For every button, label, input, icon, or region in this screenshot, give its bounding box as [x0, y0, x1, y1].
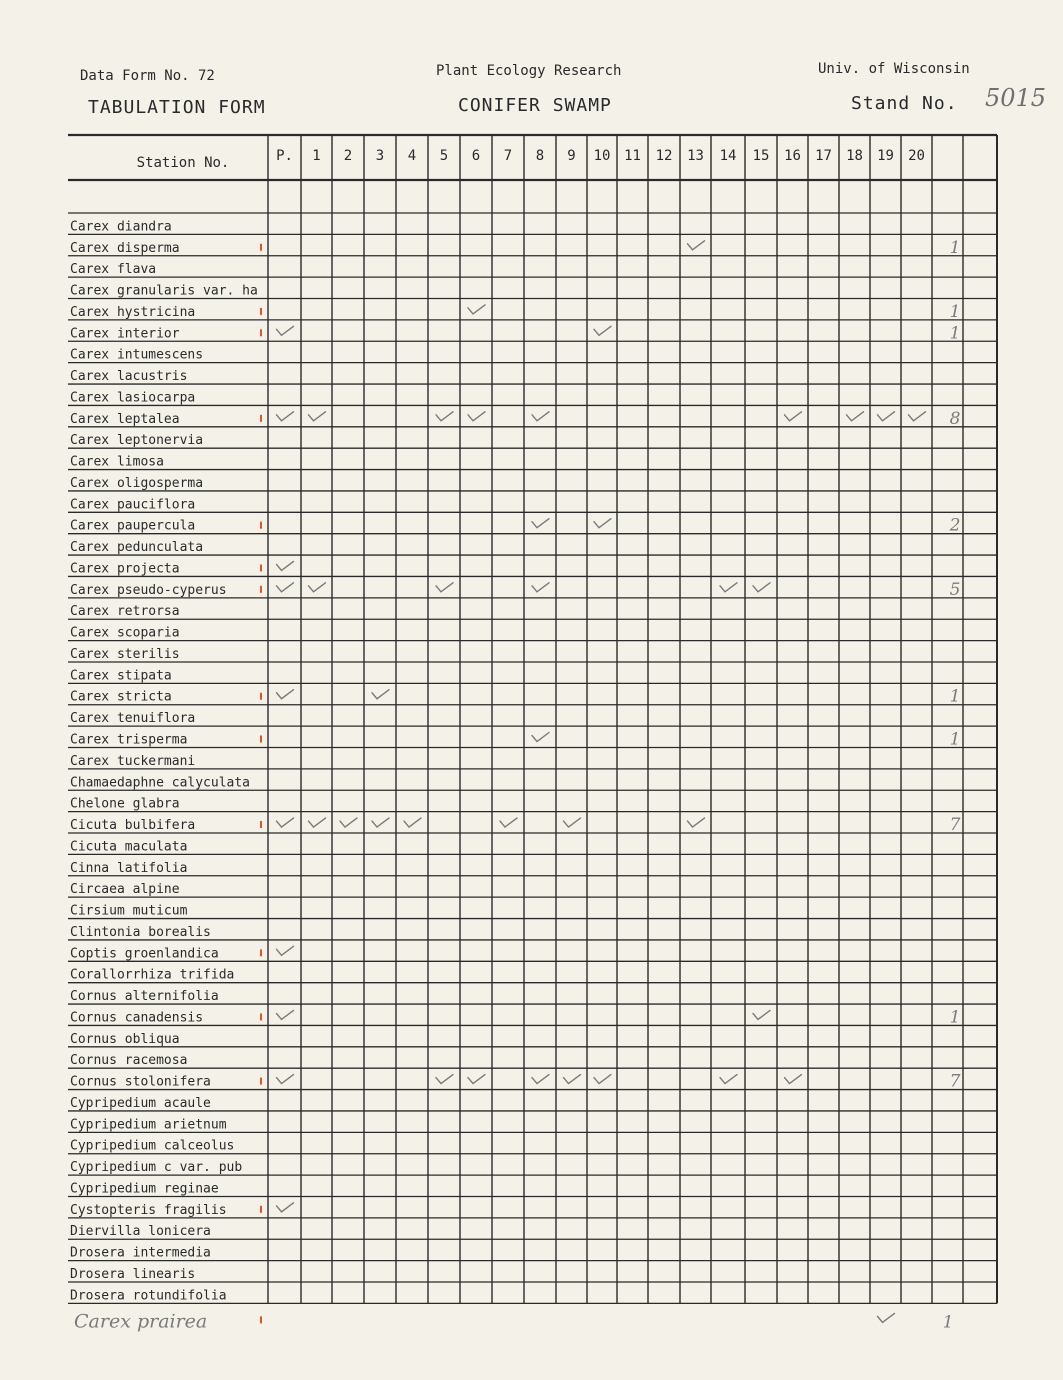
station-check-mark: [372, 818, 389, 827]
column-header: 16: [784, 148, 801, 164]
frequency-total: 8: [949, 408, 961, 429]
record-tick-mark: [260, 821, 262, 828]
record-tick-mark: [260, 949, 262, 956]
frequency-total: 1: [949, 237, 961, 258]
frequency-total: 1: [949, 729, 961, 750]
station-check-mark: [532, 1075, 549, 1084]
species-name: Carex intumescens: [70, 347, 204, 363]
station-check-mark: [564, 1075, 581, 1084]
station-check-mark: [500, 818, 517, 827]
species-name: Carex leptonervia: [70, 433, 204, 449]
species-name: Carex projecta: [70, 561, 180, 577]
institution-name: Univ. of Wisconsin: [818, 61, 970, 77]
species-name: Drosera linearis: [70, 1267, 196, 1282]
species-name: Carex pedunculata: [70, 540, 204, 556]
record-tick-mark: [260, 693, 262, 700]
species-name: Carex oligosperma: [70, 475, 204, 491]
record-tick-mark: [260, 522, 262, 529]
stand-number-value: 5015: [985, 84, 1047, 112]
form-title: TABULATION FORM: [88, 97, 266, 118]
column-header: 7: [503, 148, 513, 164]
station-check-mark: [594, 326, 611, 335]
species-name: Carex paupercula: [70, 518, 196, 534]
station-check-mark: [309, 818, 326, 827]
station-check-mark: [594, 1075, 611, 1084]
species-name: Carex limosa: [70, 454, 164, 470]
record-tick-mark: [260, 415, 262, 422]
station-check-mark: [753, 583, 770, 592]
column-header: 20: [908, 148, 925, 164]
column-header: 5: [439, 148, 449, 164]
frequency-total: 1: [949, 1007, 961, 1028]
species-name: Cornus alternifolia: [70, 989, 219, 1005]
station-check-mark: [532, 583, 549, 592]
station-check-mark: [878, 412, 895, 421]
column-header: 3: [375, 148, 385, 164]
species-name: Carex diandra: [70, 219, 172, 235]
column-header: 9: [567, 148, 576, 164]
station-check-mark: [532, 519, 549, 528]
species-name: Carex trisperma: [70, 732, 188, 748]
station-check-mark: [532, 412, 549, 421]
record-tick-mark: [260, 329, 262, 336]
column-header: 18: [846, 148, 863, 164]
station-check-mark: [309, 583, 326, 592]
species-name: Cypripedium reginae: [70, 1181, 219, 1197]
species-name: Cinna latifolia: [70, 860, 188, 876]
station-check-mark: [909, 412, 926, 421]
station-check-mark: [688, 818, 705, 827]
station-check-mark: [847, 412, 864, 421]
station-check-mark: [785, 412, 802, 421]
station-check-mark: [277, 326, 294, 335]
station-check-mark: [878, 1313, 895, 1322]
column-header: 2: [343, 148, 353, 164]
station-check-mark: [277, 946, 294, 955]
station-check-mark: [594, 519, 611, 528]
species-name: Cicuta bulbifera: [70, 818, 196, 834]
species-name: Carex leptalea: [70, 411, 180, 427]
station-check-mark: [468, 305, 485, 314]
station-check-mark: [340, 818, 357, 827]
station-check-mark: [436, 583, 453, 592]
record-tick-mark: [260, 586, 262, 593]
species-name: Cirsium muticum: [70, 903, 188, 919]
station-check-mark: [720, 583, 737, 592]
species-name: Chamaedaphne calyculata: [70, 775, 251, 791]
column-header: 15: [752, 148, 770, 164]
column-header: 17: [815, 148, 832, 164]
species-name: Carex interior: [70, 326, 180, 342]
station-check-mark: [372, 690, 389, 699]
community-title: CONIFER SWAMP: [458, 95, 612, 116]
species-name: Carex stricta: [70, 689, 172, 705]
species-name: Carex granularis var. ha: [70, 283, 258, 299]
species-name: Carex pauciflora: [70, 497, 196, 513]
species-name: Cypripedium calceolus: [70, 1138, 235, 1154]
species-name: Carex sterilis: [70, 646, 180, 662]
column-header: 12: [655, 148, 673, 164]
research-heading: Plant Ecology Research: [436, 63, 622, 79]
station-number-header: Station No.: [136, 155, 230, 171]
station-check-mark: [468, 1075, 485, 1084]
frequency-total: 1: [942, 1312, 954, 1333]
station-check-mark: [785, 1075, 802, 1084]
station-check-mark: [277, 818, 294, 827]
station-check-mark: [720, 1075, 737, 1084]
species-name: Drosera rotundifolia: [70, 1288, 227, 1304]
species-name: Cystopteris fragilis: [70, 1202, 227, 1218]
species-name: Corallorrhiza trifida: [70, 967, 235, 983]
station-check-mark: [277, 1010, 294, 1019]
species-name: Cypripedium acaule: [70, 1095, 211, 1111]
species-name: Cicuta maculata: [70, 839, 188, 855]
station-check-mark: [277, 1075, 294, 1084]
species-name: Carex tuckermani: [70, 753, 196, 769]
frequency-total: 1: [949, 301, 961, 322]
species-name: Carex pseudo-cyperus: [70, 582, 227, 598]
species-name: Drosera intermedia: [70, 1245, 211, 1261]
species-name: Diervilla lonicera: [70, 1224, 211, 1240]
frequency-total: 1: [949, 323, 961, 344]
species-name: Carex lacustris: [70, 369, 188, 385]
species-name: Carex tenuiflora: [70, 711, 196, 727]
frequency-total: 2: [949, 515, 961, 536]
column-header: 13: [687, 148, 704, 164]
species-name: Cornus obliqua: [70, 1031, 180, 1047]
species-name: Cornus racemosa: [70, 1053, 188, 1069]
species-name: Cypripedium c var. pub: [70, 1160, 243, 1176]
species-name: Cornus canadensis: [70, 1010, 204, 1026]
column-header: 11: [624, 148, 641, 164]
stand-number-label: Stand No.: [851, 93, 958, 114]
species-name: Clintonia borealis: [70, 924, 211, 940]
record-tick-mark: [260, 1013, 262, 1020]
station-check-mark: [277, 583, 294, 592]
species-name: Chelone glabra: [70, 796, 180, 812]
station-check-mark: [277, 690, 294, 699]
station-check-mark: [468, 412, 485, 421]
column-header: 1: [312, 148, 321, 164]
record-tick-mark: [260, 564, 262, 571]
column-header: P.: [276, 148, 293, 164]
station-check-mark: [309, 412, 326, 421]
species-name: Carex disperma: [70, 240, 180, 256]
record-tick-mark: [260, 1078, 262, 1085]
handwritten-species: Carex prairea: [74, 1310, 208, 1333]
species-name: Circaea alpine: [70, 882, 180, 898]
species-name: Coptis groenlandica: [70, 946, 219, 962]
species-name: Cypripedium arietnum: [70, 1117, 227, 1133]
station-check-mark: [404, 818, 421, 827]
species-name: Carex lasiocarpa: [70, 390, 196, 406]
species-name: Carex retrorsa: [70, 604, 180, 620]
frequency-total: 7: [949, 815, 961, 836]
species-name: Carex scoparia: [70, 625, 180, 641]
station-check-mark: [753, 1010, 770, 1019]
species-name: Carex hystricina: [70, 304, 196, 320]
column-header: 4: [407, 148, 417, 164]
station-check-mark: [277, 1203, 294, 1212]
frequency-total: 1: [949, 686, 961, 707]
station-check-mark: [688, 241, 705, 250]
station-check-mark: [532, 733, 549, 742]
column-header: 19: [877, 148, 894, 164]
record-tick-mark: [260, 736, 262, 743]
station-check-mark: [564, 818, 581, 827]
species-name: Carex flava: [70, 262, 157, 278]
column-header: 8: [535, 148, 545, 164]
form-number: Data Form No. 72: [80, 68, 215, 84]
station-check-mark: [436, 1075, 453, 1084]
column-header: 6: [471, 148, 481, 164]
species-name: Cornus stolonifera: [70, 1074, 211, 1090]
station-check-mark: [277, 561, 294, 570]
station-check-mark: [436, 412, 453, 421]
station-check-mark: [277, 412, 294, 421]
record-tick-mark: [260, 308, 262, 315]
frequency-total: 5: [949, 579, 961, 600]
column-header: 10: [593, 148, 611, 164]
column-header: 14: [719, 148, 737, 164]
frequency-total: 7: [949, 1071, 961, 1092]
record-tick-mark: [260, 244, 262, 251]
species-name: Carex stipata: [70, 668, 172, 684]
record-tick-mark: [260, 1316, 262, 1323]
record-tick-mark: [260, 1206, 262, 1213]
